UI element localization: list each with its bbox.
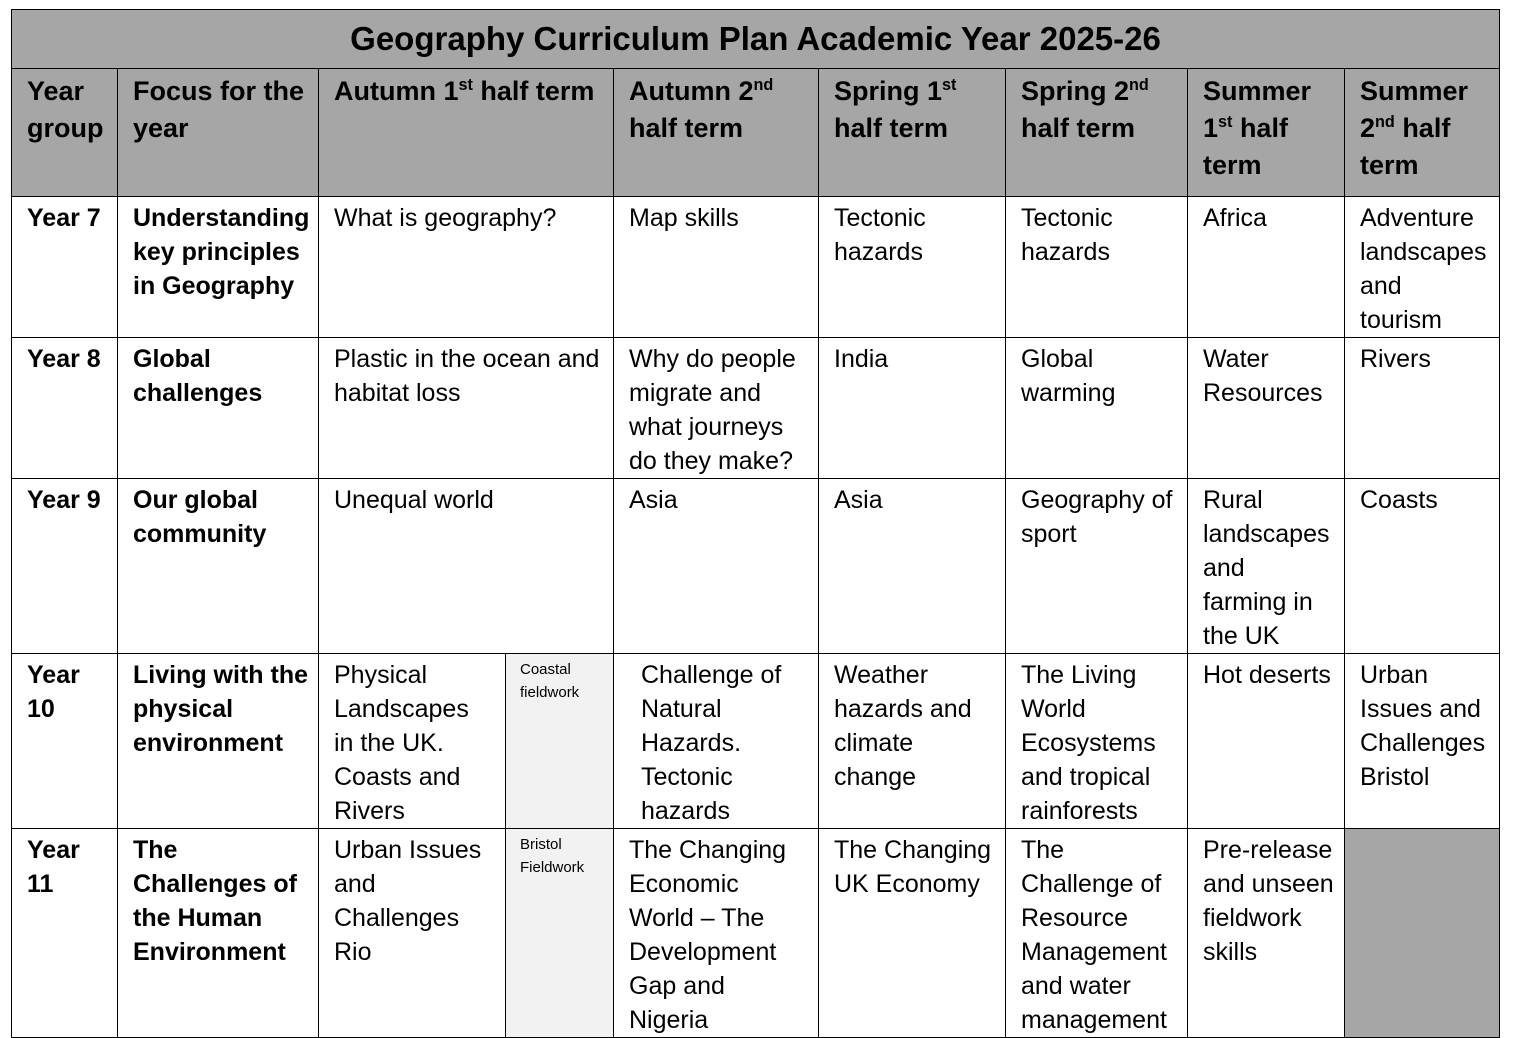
summer-2-topic: Coasts — [1360, 486, 1438, 514]
spring-2-cell — [1006, 338, 1188, 479]
header-year-group-label: Year group — [27, 76, 104, 143]
spring-1-cell — [819, 654, 1006, 829]
year-cell — [12, 479, 118, 654]
spring-2-cell — [1006, 479, 1188, 654]
spring-2-topic: Global warming — [1021, 345, 1116, 407]
header-summer-2-pre: Summer 2 — [1360, 76, 1469, 143]
summer-1-topic: Pre-release and unseen fieldwork skills — [1203, 836, 1334, 966]
autumn-2-cell — [614, 829, 819, 1038]
header-summer-2-sup: nd — [1375, 113, 1395, 131]
spring-1-topic: The Changing UK Economy — [834, 836, 992, 898]
spring-1-topic: Asia — [834, 486, 883, 514]
header-spring-1-pre: Spring 1 — [834, 76, 943, 106]
summer-2-cell — [1345, 197, 1500, 338]
year-cell — [12, 338, 118, 479]
spring-2-cell — [1006, 654, 1188, 829]
fieldwork-cell — [506, 829, 614, 1038]
year-cell — [12, 197, 118, 338]
year-label: Year 7 — [27, 204, 101, 232]
header-spring-2-sup: nd — [1129, 76, 1149, 94]
summer-1-cell — [1188, 829, 1345, 1038]
autumn-2-topic: Why do people migrate and what journeys do they make? — [629, 345, 796, 475]
focus-cell — [118, 829, 319, 1038]
header-spring-1-sup: st — [942, 76, 957, 94]
header-autumn-2-post: half term — [629, 113, 744, 143]
autumn-1-cell — [319, 197, 614, 338]
header-autumn-2-sup: nd — [753, 76, 774, 94]
focus-label: The Challenges of the Human Environment — [133, 836, 297, 966]
fieldwork-cell — [506, 654, 614, 829]
year-cell — [12, 654, 118, 829]
spring-2-topic: The Living World Ecosystems and tropical rainforests — [1021, 661, 1156, 825]
page-title: Geography Curriculum Plan Academic Year 2025-26 — [12, 10, 1500, 69]
autumn-1-cell — [319, 338, 614, 479]
header-focus — [118, 69, 319, 197]
autumn-1-topic: Plastic in the ocean and habitat loss — [334, 345, 600, 407]
header-year-group — [12, 69, 118, 197]
autumn-2-topic: Challenge of Natural Hazards. Tectonic hazards — [641, 661, 782, 825]
header-spring-1 — [819, 69, 1006, 197]
spring-1-topic: Weather hazards and climate change — [834, 661, 972, 791]
summer-1-cell — [1188, 197, 1345, 338]
spring-1-cell — [819, 829, 1006, 1038]
focus-cell — [118, 654, 319, 829]
spring-2-cell — [1006, 829, 1188, 1038]
autumn-2-cell — [614, 338, 819, 479]
curriculum-table — [11, 9, 1500, 1038]
autumn-2-topic: The Changing Economic World – The Development Gap and Nigeria — [629, 836, 787, 1034]
header-autumn-1-post: half term — [472, 76, 595, 106]
header-spring-2-post: half term — [1021, 113, 1136, 143]
year-label: Year 10 — [27, 661, 80, 723]
summer-2-topic: Rivers — [1360, 345, 1431, 373]
header-row — [12, 69, 1500, 197]
summer-1-cell — [1188, 338, 1345, 479]
autumn-1-topic: Unequal world — [334, 486, 494, 514]
year-label: Year 8 — [27, 345, 101, 373]
table-row — [12, 479, 1500, 654]
spring-2-topic: Tectonic hazards — [1021, 204, 1113, 266]
header-summer-1 — [1188, 69, 1345, 197]
header-summer-1-pre: Summer 1 — [1203, 76, 1312, 143]
spring-2-topic: Geography of sport — [1021, 486, 1173, 548]
autumn-2-topic: Map skills — [629, 204, 739, 232]
table-row — [12, 829, 1500, 1038]
autumn-1-topic: Urban Issues and Challenges Rio — [334, 836, 482, 966]
autumn-2-cell — [614, 197, 819, 338]
spring-2-topic: The Challenge of Resource Management and water management — [1021, 836, 1167, 1034]
summer-1-topic: Rural landscapes and farming in the UK — [1203, 486, 1330, 650]
summer-2-topic: Adventure landscapes and tourism — [1360, 204, 1487, 334]
autumn-2-topic: Asia — [629, 486, 678, 514]
summer-1-topic: Hot deserts — [1203, 661, 1331, 689]
header-summer-1-sup: st — [1218, 113, 1233, 131]
header-autumn-2-pre: Autumn 2 — [629, 76, 754, 106]
header-summer-1-post: half term — [1203, 113, 1288, 180]
autumn-2-cell — [614, 479, 819, 654]
table-row — [12, 338, 1500, 479]
spring-1-topic: India — [834, 345, 889, 373]
focus-cell — [118, 197, 319, 338]
header-autumn-1 — [319, 69, 614, 197]
summer-2-cell — [1345, 829, 1500, 1038]
header-autumn-2 — [614, 69, 819, 197]
header-focus-label: Focus for the year — [133, 76, 305, 143]
header-spring-1-post: half term — [834, 113, 949, 143]
focus-cell — [118, 479, 319, 654]
spring-1-topic: Tectonic hazards — [834, 204, 926, 266]
header-summer-2-post: half term — [1360, 113, 1451, 180]
focus-label: Our global community — [133, 486, 267, 548]
spring-1-cell — [819, 197, 1006, 338]
summer-2-topic: Urban Issues and Challenges Bristol — [1360, 661, 1486, 791]
focus-cell — [118, 338, 319, 479]
focus-label: Living with the physical environment — [133, 661, 308, 757]
fieldwork-label: Coastal fieldwork — [520, 661, 580, 701]
year-label: Year 9 — [27, 486, 101, 514]
summer-1-topic: Africa — [1203, 204, 1267, 232]
autumn-1-cell — [319, 479, 614, 654]
summer-2-cell — [1345, 479, 1500, 654]
autumn-1-cell — [319, 654, 506, 829]
header-autumn-1-sup: st — [458, 76, 473, 94]
year-label: Year 11 — [27, 836, 80, 898]
fieldwork-label: Bristol Fieldwork — [520, 836, 585, 876]
autumn-1-topic: Physical Landscapes in the UK. Coasts and Rivers — [334, 661, 469, 825]
spring-2-cell — [1006, 197, 1188, 338]
autumn-1-topic: What is geography? — [334, 204, 557, 232]
summer-2-cell — [1345, 654, 1500, 829]
summer-2-cell — [1345, 338, 1500, 479]
header-summer-2 — [1345, 69, 1500, 197]
summer-2-topic — [1345, 829, 1499, 833]
focus-label: Understanding key principles in Geography — [133, 204, 310, 300]
header-spring-2-pre: Spring 2 — [1021, 76, 1130, 106]
summer-1-cell — [1188, 479, 1345, 654]
spring-1-cell — [819, 479, 1006, 654]
spring-1-cell — [819, 338, 1006, 479]
header-spring-2 — [1006, 69, 1188, 197]
autumn-2-cell — [614, 654, 819, 829]
focus-label: Global challenges — [133, 345, 263, 407]
table-row — [12, 197, 1500, 338]
summer-1-cell — [1188, 654, 1345, 829]
table-row — [12, 654, 1500, 829]
year-cell — [12, 829, 118, 1038]
header-autumn-1-pre: Autumn 1 — [334, 76, 459, 106]
autumn-1-cell — [319, 829, 506, 1038]
summer-1-topic: Water Resources — [1203, 345, 1323, 407]
